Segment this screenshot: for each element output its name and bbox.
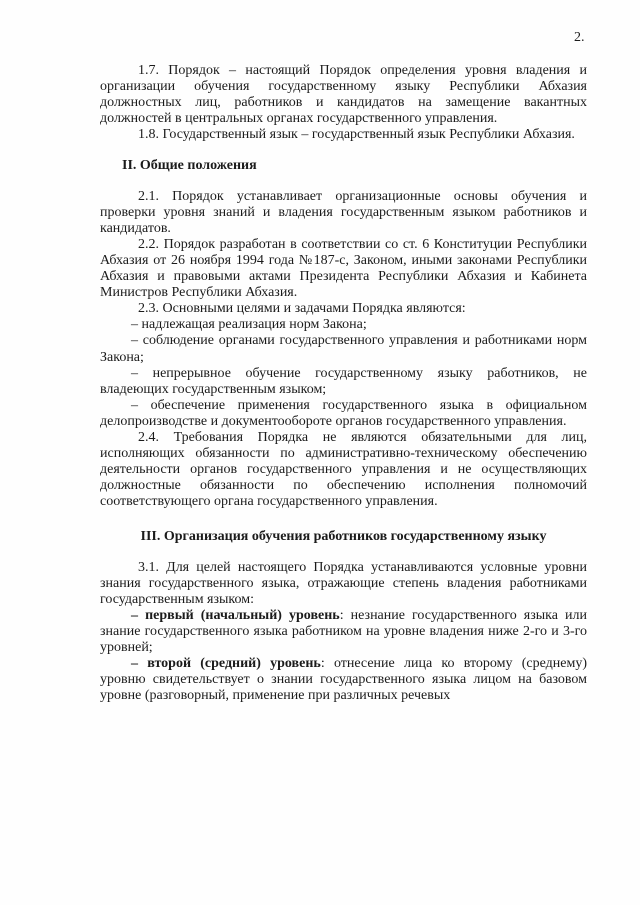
list-item: – обеспечение применения государственного языка в официальном делопроизводстве и документообороте органов государственного управления. bbox=[100, 397, 587, 429]
list-item: – непрерывное обучение государственному языку работников, не владеющих государственным языком; bbox=[100, 365, 587, 397]
paragraph-2-3: 2.3. Основными целями и задачами Порядка являются: bbox=[138, 301, 466, 317]
paragraph-1-7: 1.7. Порядок – настоящий Порядок определения уровня владения и организации обучения государственному языку Республики Абхазия должностных лиц, работников и кандидатов на замещение вакантных должностей в центральных органах государственного управления. bbox=[100, 63, 587, 127]
level-1-text: : незнание государственного языка или знание государственного языка работником на уровне владения ниже 2-го и 3-го уровней; bbox=[100, 607, 588, 655]
list-item: – надлежащая реализация норм Закона; bbox=[131, 317, 367, 333]
page-number: 2. bbox=[574, 30, 585, 45]
section-2-heading: II. Общие положения bbox=[122, 158, 257, 174]
level-2-term: второй (средний) уровень bbox=[147, 656, 321, 672]
level-1-term: первый (начальный) уровень bbox=[145, 607, 340, 623]
paragraph-2-4: 2.4. Требования Порядка не являются обязательными для лиц, исполняющих обязанности по административно-техническому обеспечению деятельности органов государственного управления и не осуществляющих должностные обязанности по обеспечению исполнения полномочий соответствующего органа государственного управления. bbox=[100, 429, 587, 510]
level-2-dash: – bbox=[131, 656, 148, 672]
level-1-item bbox=[100, 608, 587, 656]
paragraph-2-2: 2.2. Порядок разработан в соответствии со ст. 6 Конституции Республики Абхазия от 26 ноября 1994 года №187-с, Законом, иными законами Республики Абхазия и правовыми актами Президента Республики Абхазия и Кабинета Министров Республики Абхазия. bbox=[100, 236, 587, 301]
document-body bbox=[100, 63, 587, 704]
section-3-heading: III. Организация обучения работников государственному языку bbox=[140, 529, 547, 545]
level-2-item bbox=[100, 656, 587, 704]
paragraph-1-8: 1.8. Государственный язык – государственный язык Республики Абхазия. bbox=[138, 127, 575, 143]
level-2-text: : отнесение лица ко второму (среднему) уровню свидетельствует о знании государственного языка лицом на базовом уровне (разговорный, применение при различных речевых bbox=[100, 656, 588, 704]
paragraph-3-1: 3.1. Для целей настоящего Порядка устанавливаются условные уровни знания государственного языка, отражающие степень владения работниками государственным языком: bbox=[100, 559, 587, 607]
level-1-dash: – bbox=[131, 607, 146, 623]
list-item: – соблюдение органами государственного управления и работниками норм Закона; bbox=[100, 333, 587, 365]
paragraph-2-1: 2.1. Порядок устанавливает организационные основы обучения и проверки уровня знаний и владения государственным языком работников и кандидатов. bbox=[100, 188, 587, 236]
